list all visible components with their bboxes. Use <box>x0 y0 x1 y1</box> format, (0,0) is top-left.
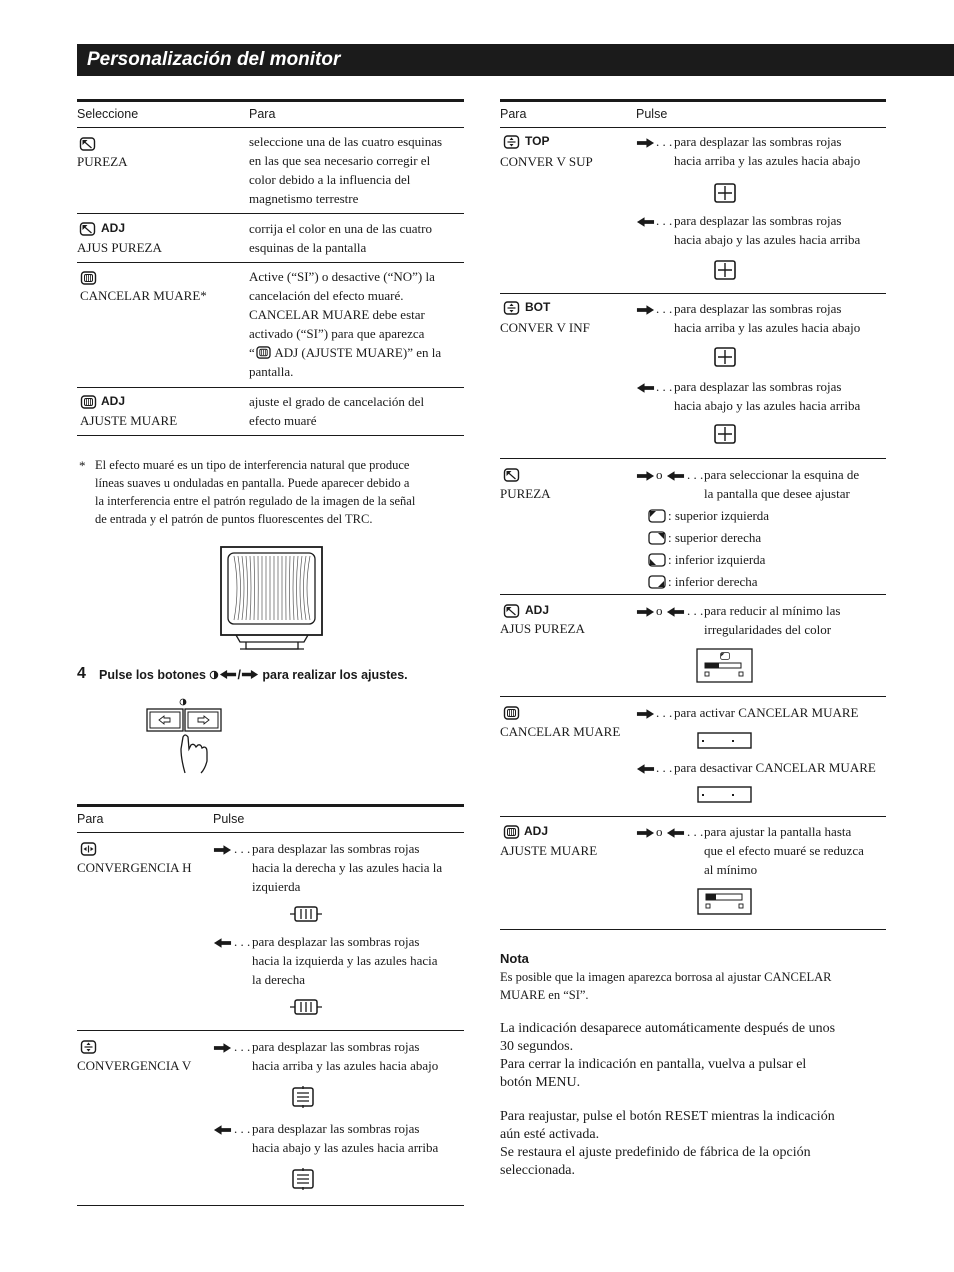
text-line: al mínimo <box>704 862 758 877</box>
convergencia-v-right-text <box>252 1037 438 1075</box>
or-text: o <box>656 467 663 482</box>
row-name-pureza: PUREZA <box>500 486 551 501</box>
col-header-para: Para <box>77 812 104 826</box>
moire-icon <box>503 825 520 839</box>
corner-bottom-right-label: : inferior derecha <box>668 574 758 589</box>
col-header-para: Para <box>249 107 276 121</box>
paragraph-line: seleccionada. <box>500 1163 576 1178</box>
text-line: para desplazar las sombras rojas <box>252 841 420 856</box>
v-bars-up-icon <box>292 1086 314 1108</box>
divider <box>500 594 886 595</box>
paragraph-line: 30 segundos. <box>500 1039 574 1054</box>
text-line: para desplazar las sombras rojas <box>252 1121 420 1136</box>
v-convergence-icon <box>503 301 520 315</box>
desc-line: esquinas de la pantalla <box>249 240 367 255</box>
row-desc-cancelar-muare <box>249 267 441 381</box>
divider <box>77 127 464 128</box>
text-line: hacia abajo y las azules hacia arriba <box>674 398 861 413</box>
text-line: para desplazar las sombras rojas <box>674 379 842 394</box>
arrow-left-icon <box>636 380 655 399</box>
text-line: hacia arriba y las azules hacia abajo <box>252 1058 439 1073</box>
corner-top-right-icon <box>648 531 666 545</box>
dots: . . . <box>687 824 704 839</box>
or-text: o <box>656 603 663 618</box>
row-name-cancelar-muare: CANCELAR MUARE <box>500 724 621 739</box>
convergencia-h-left-text <box>252 932 438 989</box>
arrow-right-icon <box>636 706 655 725</box>
corner-top-left-icon <box>648 509 666 523</box>
arrow-right-icon <box>636 135 655 154</box>
v-convergence-icon <box>80 1040 97 1054</box>
corner-bottom-left-icon <box>648 553 666 567</box>
moire-cancel-off-bar <box>697 786 753 809</box>
dots: . . . <box>234 841 251 856</box>
dots: . . . <box>656 760 673 775</box>
text-line: izquierda <box>252 879 301 894</box>
purity-adjust-osd-bar <box>696 648 754 688</box>
divider <box>500 696 886 697</box>
arrow-left-icon <box>666 604 685 623</box>
desc-line: CANCELAR MUARE debe estar <box>249 307 425 322</box>
dots: . . . <box>656 301 673 316</box>
cross-icon <box>714 424 736 444</box>
dots: . . . <box>656 379 673 394</box>
divider <box>77 832 464 833</box>
arrow-left-icon <box>636 214 655 233</box>
cross-icon <box>714 183 736 203</box>
adj-tag: ADJ <box>101 221 126 235</box>
footnote-line: de entrada y el patrón de puntos fluorescentes del TRC. <box>95 512 373 526</box>
dots: . . . <box>234 934 251 949</box>
contrast-icon <box>209 670 219 680</box>
divider <box>77 1030 464 1031</box>
cancelar-off-text: para desactivar CANCELAR MUARE <box>674 760 876 775</box>
col-header-para: Para <box>500 107 527 121</box>
conver-v-inf-right-text <box>674 299 860 337</box>
footnote-line: la interferencia entre el patrón regulado de la imagen de la señal <box>95 494 416 508</box>
footnote-line: El efecto muaré es un tipo de interferencia natural que produce <box>95 458 410 472</box>
divider <box>77 387 464 388</box>
row-name-ajus-pureza: AJUS PUREZA <box>500 621 585 636</box>
dots: . . . <box>687 467 704 482</box>
purity-icon <box>79 137 96 151</box>
h-convergence-icon <box>80 842 97 856</box>
purity-icon <box>503 604 520 618</box>
text-line: hacia arriba y las azules hacia abajo <box>674 153 861 168</box>
dots: . . . <box>687 603 704 618</box>
or-text: o <box>656 824 663 839</box>
paragraph-line: botón MENU. <box>500 1075 581 1090</box>
adj-tag: ADJ <box>525 603 550 617</box>
text-line: irregularidades del color <box>704 622 832 637</box>
h-bars-left-icon <box>289 998 323 1016</box>
paragraph-line: Para reajustar, pulse el botón RESET mientras la indicación <box>500 1109 835 1124</box>
footnote-text <box>95 456 415 528</box>
desc-fragment: ADJ (AJUSTE MUARE)” en la <box>271 345 442 360</box>
arrow-left-icon <box>666 468 685 487</box>
corner-top-left-label: : superior izquierda <box>668 508 770 523</box>
dots: . . . <box>234 1039 251 1054</box>
convergencia-v-left-text <box>252 1119 438 1157</box>
divider <box>500 127 886 128</box>
text-line: que el efecto muaré se reduzca <box>704 843 864 858</box>
moire-cancel-on-bar <box>697 732 753 755</box>
arrow-right-icon <box>636 302 655 321</box>
desc-line: magnetismo terrestre <box>249 191 359 206</box>
step4-instruction: Pulse los botones / para realizar los ajustes. <box>99 668 408 682</box>
ajuste-muare-text <box>704 822 864 879</box>
arrow-left-icon <box>219 669 237 680</box>
paragraph-line: aún esté activada. <box>500 1127 600 1142</box>
row-name-pureza: PUREZA <box>77 154 128 169</box>
row-name-conver-v-sup: CONVER V SUP <box>500 154 593 169</box>
note-title: Nota <box>500 951 529 966</box>
text-line: para desplazar las sombras rojas <box>674 301 842 316</box>
ajus-pureza-text <box>704 601 840 639</box>
purity-icon <box>503 468 520 482</box>
row-desc-ajus-pureza <box>249 219 432 257</box>
note-line: Es posible que la imagen aparezca borrosa al ajustar CANCELAR <box>500 970 832 984</box>
desc-line: efecto muaré <box>249 413 317 428</box>
bot-tag: BOT <box>525 300 551 314</box>
desc-line: cancelación del efecto muaré. <box>249 288 404 303</box>
moire-icon <box>80 271 97 285</box>
monitor-moire-illustration <box>220 546 326 659</box>
note-text <box>500 968 832 1004</box>
conver-v-inf-left-text <box>674 377 860 415</box>
page-title: Personalización del monitor <box>87 49 341 70</box>
text-line: la pantalla que desee ajustar <box>704 486 850 501</box>
divider <box>500 816 886 817</box>
footnote-mark: * <box>79 458 86 473</box>
text-line: hacia abajo y las azules hacia arriba <box>674 232 861 247</box>
arrow-right-icon <box>213 1040 232 1059</box>
arrow-left-icon <box>636 761 655 780</box>
cross-icon <box>714 347 736 367</box>
desc-line <box>249 343 441 362</box>
top-tag: TOP <box>525 134 550 148</box>
arrow-right-icon <box>636 604 655 623</box>
open-quote: “ <box>249 345 255 360</box>
pureza-text <box>704 465 859 503</box>
moire-icon <box>503 706 520 720</box>
row-name-cancelar-muare: CANCELAR MUARE* <box>80 288 207 303</box>
corner-bottom-right-icon <box>648 575 666 589</box>
moire-icon <box>255 346 272 359</box>
v-convergence-icon <box>503 135 520 149</box>
step4-text-before: Pulse los botones <box>99 668 206 682</box>
conver-v-sup-left-text <box>674 211 860 249</box>
arrow-right-icon <box>636 825 655 844</box>
text-line: para desplazar las sombras rojas <box>252 934 420 949</box>
text-line: para desplazar las sombras rojas <box>674 213 842 228</box>
divider <box>500 458 886 459</box>
text-line: para desplazar las sombras rojas <box>252 1039 420 1054</box>
row-name-ajuste-muare: AJUSTE MUARE <box>500 843 598 858</box>
divider <box>500 929 886 930</box>
col-header-pulse: Pulse <box>636 107 668 121</box>
row-name-convergencia-h: CONVERGENCIA H <box>77 860 192 875</box>
table-top-rule <box>500 99 886 102</box>
desc-line: pantalla. <box>249 364 294 379</box>
arrow-right-icon <box>636 468 655 487</box>
v-bars-down-icon <box>292 1168 314 1190</box>
row-desc-ajuste-muare <box>249 392 424 430</box>
divider <box>77 213 464 214</box>
conver-v-sup-right-text <box>674 132 860 170</box>
corner-top-right-label: : superior derecha <box>668 530 762 545</box>
desc-line: seleccione una de las cuatro esquinas <box>249 134 443 149</box>
col-header-pulse: Pulse <box>213 812 245 826</box>
text-line: para seleccionar la esquina de <box>704 467 860 482</box>
table-top-rule <box>77 99 464 102</box>
paragraph-line: Para cerrar la indicación en pantalla, vuelva a pulsar el <box>500 1057 807 1072</box>
desc-line: Active (“SI”) o desactive (“NO”) la <box>249 269 435 284</box>
row-name-ajus-pureza: AJUS PUREZA <box>77 240 162 255</box>
page-header <box>77 44 954 76</box>
text-line: la derecha <box>252 972 306 987</box>
text-line: hacia la derecha y las azules hacia la <box>252 860 443 875</box>
note-line: MUARE en “SI”. <box>500 988 589 1002</box>
desc-line: color debido a la influencia del <box>249 172 411 187</box>
arrow-right-icon <box>241 669 259 680</box>
arrow-left-icon <box>666 825 685 844</box>
desc-line: ajuste el grado de cancelación del <box>249 394 425 409</box>
dots: . . . <box>656 705 673 720</box>
divider <box>77 1205 464 1206</box>
dots: . . . <box>656 134 673 149</box>
moire-icon <box>80 395 97 409</box>
row-name-ajuste-muare: AJUSTE MUARE <box>80 413 178 428</box>
step4-text-after: para realizar los ajustes. <box>262 668 408 682</box>
arrow-left-icon <box>213 1122 232 1141</box>
text-line: hacia la izquierda y las azules hacia <box>252 953 438 968</box>
text-line: hacia arriba y las azules hacia abajo <box>674 320 861 335</box>
arrow-right-icon <box>213 842 232 861</box>
cancelar-on-text: para activar CANCELAR MUARE <box>674 705 859 720</box>
dots: . . . <box>656 213 673 228</box>
desc-line: corrija el color en una de las cuatro <box>249 221 432 236</box>
dots: . . . <box>234 1121 251 1136</box>
control-buttons-illustration <box>145 697 227 780</box>
adj-tag: ADJ <box>524 824 549 838</box>
table-top-rule <box>77 804 464 807</box>
arrow-left-icon <box>213 935 232 954</box>
adj-tag: ADJ <box>101 394 126 408</box>
paragraph-line: La indicación desaparece automáticamente después de unos <box>500 1021 836 1036</box>
desc-line: en las que sea necesario corregir el <box>249 153 431 168</box>
text-line: para ajustar la pantalla hasta <box>704 824 852 839</box>
footnote-line: líneas suaves u onduladas en pantalla. Puede aparecer debido a <box>95 476 410 490</box>
divider <box>77 262 464 263</box>
desc-line: activado (“SI”) para que aparezca <box>249 326 425 341</box>
moire-adjust-osd-bar <box>697 888 753 921</box>
cross-icon <box>714 260 736 280</box>
text-line: para desplazar las sombras rojas <box>674 134 842 149</box>
closing-paragraph-2 <box>500 1108 835 1180</box>
row-desc-pureza <box>249 132 442 208</box>
row-name-convergencia-v: CONVERGENCIA V <box>77 1058 192 1073</box>
closing-paragraph-1 <box>500 1020 835 1092</box>
text-line: hacia abajo y las azules hacia arriba <box>252 1140 439 1155</box>
convergencia-h-right-text <box>252 839 442 896</box>
col-header-seleccione: Seleccione <box>77 107 139 121</box>
text-line: para reducir al mínimo las <box>704 603 841 618</box>
h-bars-right-icon <box>289 905 323 923</box>
purity-icon <box>79 222 96 236</box>
step-number: 4 <box>77 665 86 682</box>
divider <box>500 293 886 294</box>
corner-bottom-left-label: : inferior izquierda <box>668 552 766 567</box>
row-name-conver-v-inf: CONVER V INF <box>500 320 590 335</box>
divider <box>77 435 464 436</box>
paragraph-line: Se restaura el ajuste predefinido de fábrica de la opción <box>500 1145 811 1160</box>
